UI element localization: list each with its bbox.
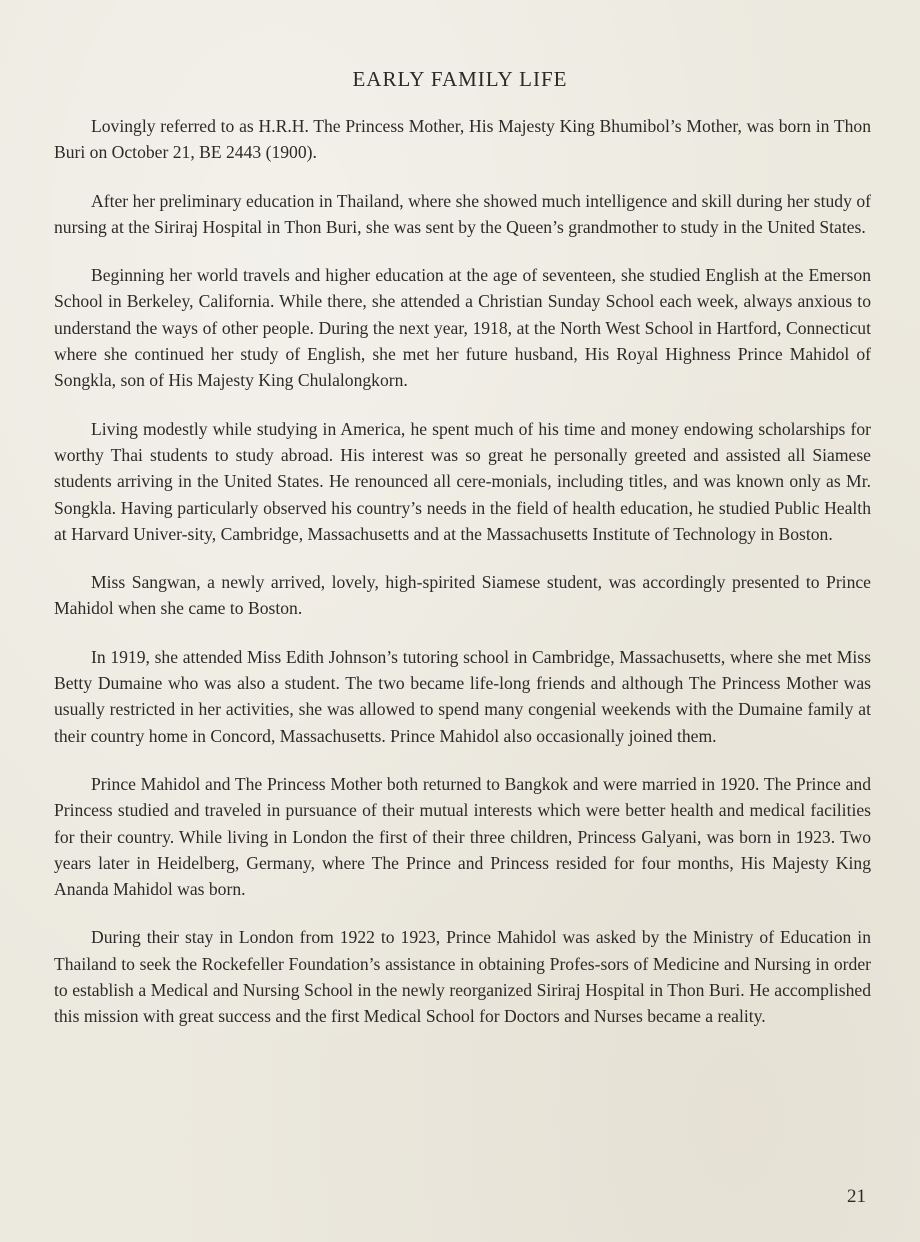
page-number: 21 [847, 1186, 866, 1207]
page-title: EARLY FAMILY LIFE [352, 67, 568, 91]
paragraph: Beginning her world travels and higher education at the age of seventeen, she studied English at the Emerson School in Berkeley, California. While there, she attended a Christian Sunday School each week, always anxious to understand the ways of other people. During the next year, 1918, at the North West School in Hartford, Connecticut where she continued her study of English, she met her future husband, His Royal Highness Prince Mahidol of Songkla, son of His Majesty King Chulalongkorn. [54, 265, 871, 391]
document-body [54, 113, 871, 1052]
paragraph: Miss Sangwan, a newly arrived, lovely, high-spirited Siamese student, was accordingly presented to Prince Mahidol when she came to Boston. [54, 572, 871, 619]
paragraph: After her preliminary education in Thailand, where she showed much intelligence and skill during her study of nursing at the Siriraj Hospital in Thon Buri, she was sent by the Queen’s grandmother to study in the United States. [54, 190, 871, 237]
paragraph: Prince Mahidol and The Princess Mother both returned to Bangkok and were married in 1920. The Prince and Princess studied and traveled in pursuance of their mutual interests which were better health and medical facilities for their country. While living in London the first of their three children, Princess Galyani, was born in 1923. Two years later in Heidelberg, Germany, where The Prince and Princess resided for four months, His Majesty King Ananda Mahidol was born. [54, 773, 871, 900]
paragraph: In 1919, she attended Miss Edith Johnson’s tutoring school in Cambridge, Massachusetts, where she met Miss Betty Dumaine who was also a student. The two became life-long friends and although The Princess Mother was usually restricted in her activities, she was allowed to spend many congenial weekends with the Dumaine family at their country home in Concord, Massachusetts. Prince Mahidol also occasionally joined them. [54, 646, 871, 746]
paragraph: Lovingly referred to as H.R.H. The Princess Mother, His Majesty King Bhumibol’s Mother, was born in Thon Buri on October 21, BE 2443 (1900). [54, 116, 871, 163]
paragraph: During their stay in London from 1922 to 1923, Prince Mahidol was asked by the Ministry of Education in Thailand to seek the Rockefeller Foundation’s assistance in obtaining Profes-sors of Medicine and Nursing in order to establish a Medical and Nursing School in the newly reorganized Siriraj Hospital in Thon Buri. He accomplished this mission with great success and the first Medical School for Doctors and Nurses became a reality. [54, 927, 871, 1027]
paragraph: Living modestly while studying in America, he spent much of his time and money endowing scholarships for worthy Thai students to study abroad. His interest was so great he personally greeted and assisted all Siamese students arriving in the United States. He renounced all cere-monials, including titles, and was known only as Mr. Songkla. Having particularly observed his country’s needs in the field of health education, he studied Public Health at Harvard Univer-sity, Cambridge, Massachusetts and at the Massachusetts Institute of Technology in Boston. [54, 418, 871, 544]
